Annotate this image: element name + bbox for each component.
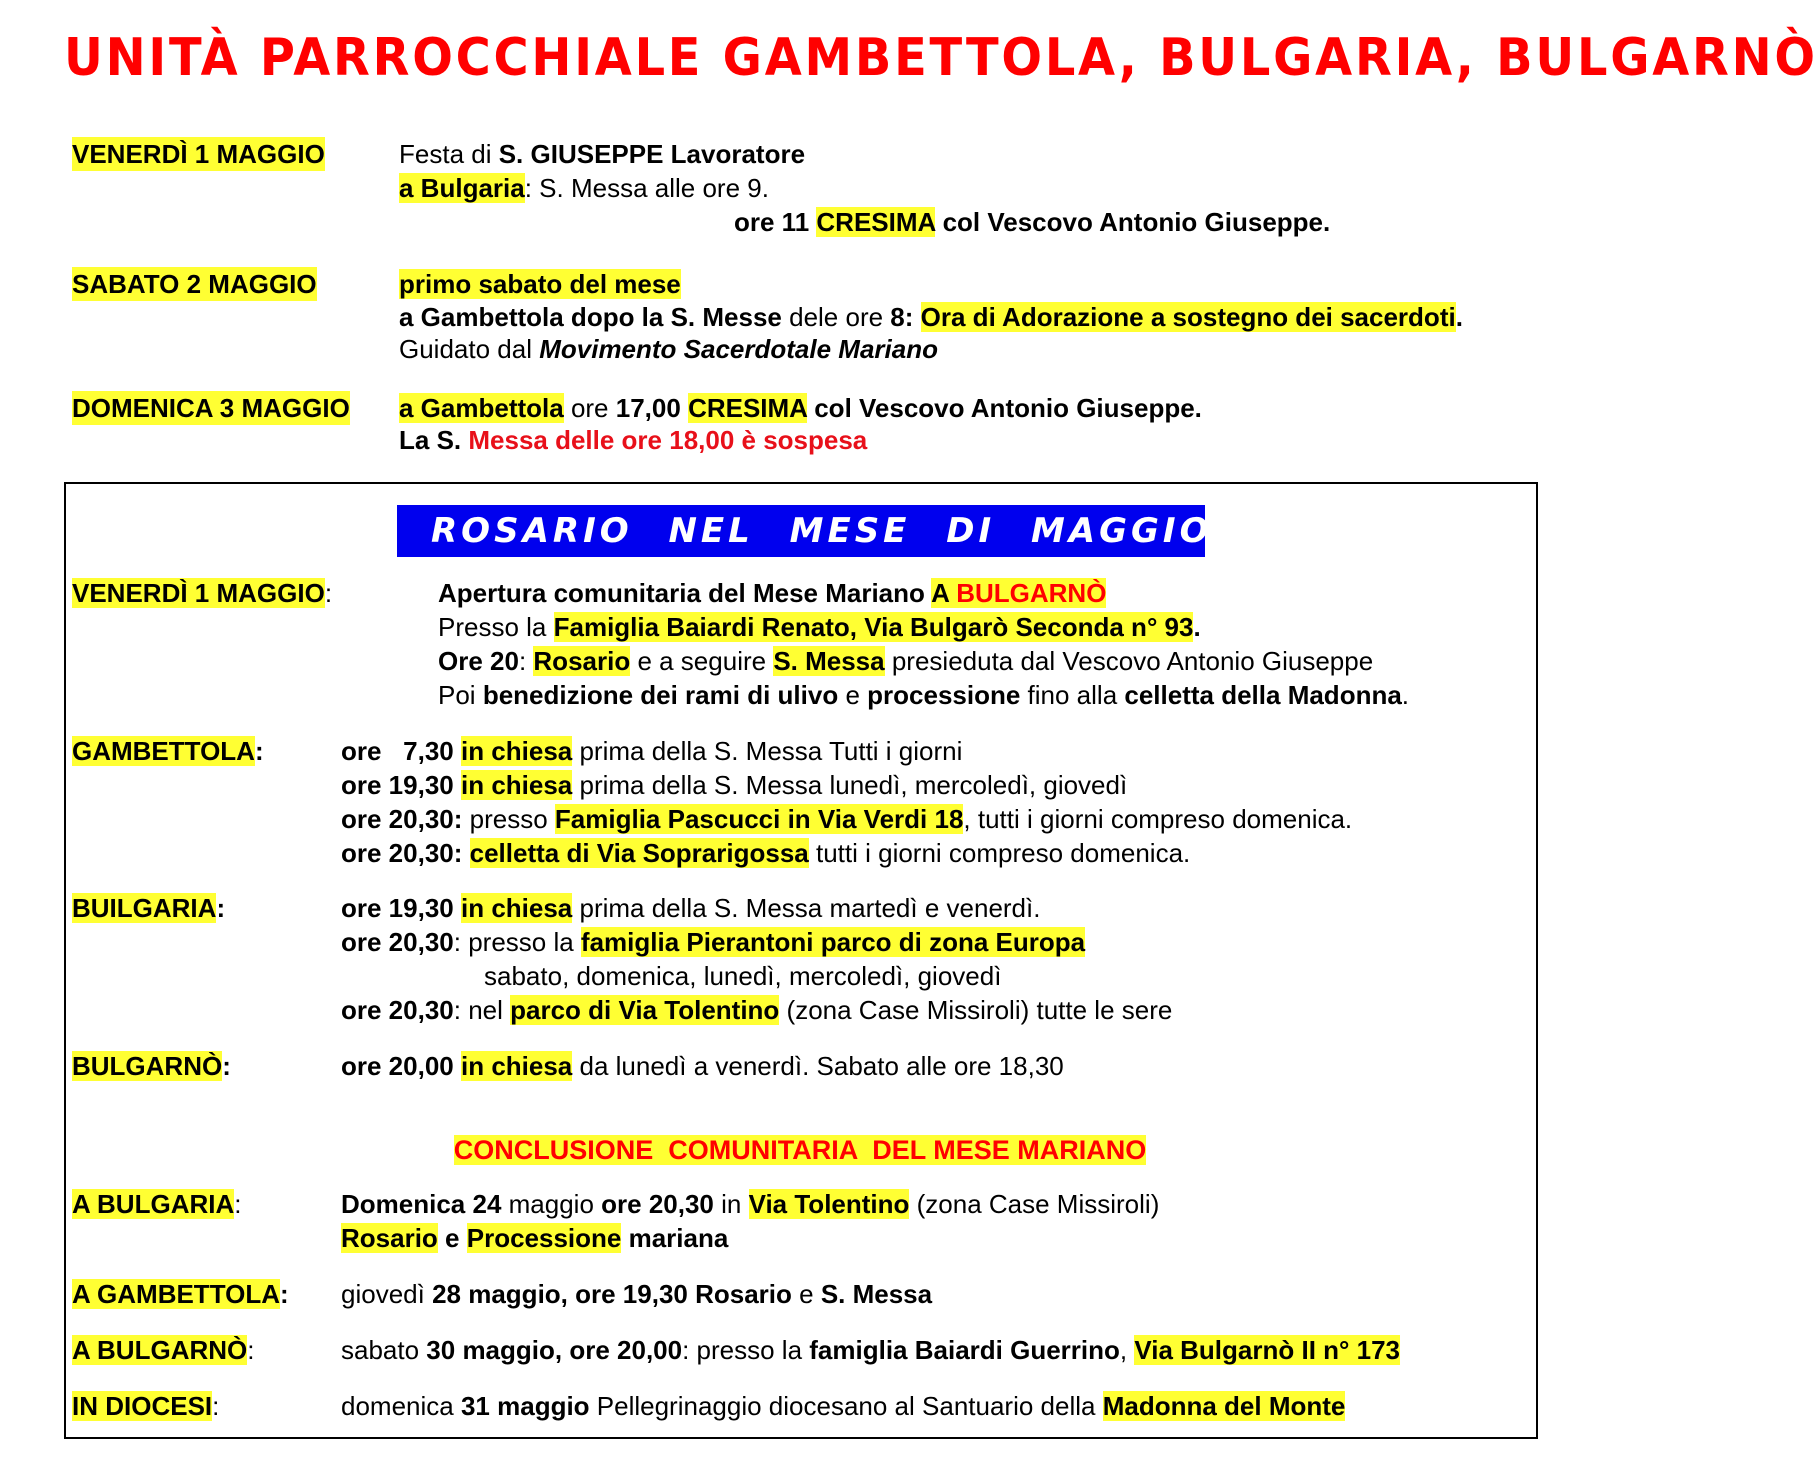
a-bulgarno-line1: sabato 30 maggio, ore 20,00: presso la famiglia Baiardi Guerrino, Via Bulgarnò II n° 173: [341, 1335, 1401, 1365]
bulgaria-row1: ore 19,30 in chiesa prima della S. Messa martedì e venerdì.: [341, 893, 1041, 923]
page-title: UNITÀ PARROCCHIALE GAMBETTOLA, BULGARIA, BULGARNÒ: [64, 28, 1818, 88]
event-sabato-line3: Guidato dal Movimento Sacerdotale Mariano: [399, 334, 938, 364]
conclusione-label-gambettola: A GAMBETTOLA:: [72, 1279, 289, 1309]
apertura-line2: Presso la Famiglia Baiardi Renato, Via Bulgarò Seconda n° 93.: [438, 612, 1201, 642]
gambettola-row3: ore 20,30: presso Famiglia Pascucci in Via Verdi 18, tutti i giorni compreso domenica.: [341, 804, 1353, 834]
event-domenica-line2: La S. Messa delle ore 18,00 è sospesa: [399, 425, 868, 455]
a-gambettola-line1: giovedì 28 maggio, ore 19,30 Rosario e S. Messa: [341, 1279, 933, 1309]
event-domenica-line1: a Gambettola ore 17,00 CRESIMA col Vescovo Antonio Giuseppe.: [399, 393, 1202, 423]
rosario-label-bulgaria: BUILGARIA:: [72, 893, 226, 923]
rosario-banner: ROSARIO NEL MESE DI MAGGIO: [397, 505, 1205, 557]
gambettola-row2: ore 19,30 in chiesa prima della S. Messa lunedì, mercoledì, giovedì: [341, 770, 1128, 800]
gambettola-row4: ore 20,30: celletta di Via Soprarigossa tutti i giorni compreso domenica.: [341, 838, 1191, 868]
a-bulgaria-line1: Domenica 24 maggio ore 20,30 in Via Tolentino (zona Case Missiroli): [341, 1189, 1160, 1219]
event-venerdi-line2: a Bulgaria: S. Messa alle ore 9.: [399, 173, 769, 203]
bulgaria-row4: ore 20,30: nel parco di Via Tolentino (zona Case Missiroli) tutte le sere: [341, 995, 1173, 1025]
event-venerdi-line3: ore 11 CRESIMA col Vescovo Antonio Giuseppe.: [734, 207, 1331, 237]
apertura-line1: Apertura comunitaria del Mese Mariano A BULGARNÒ: [438, 578, 1107, 608]
event-label-domenica: DOMENICA 3 MAGGIO: [72, 393, 350, 423]
event-label-venerdi: VENERDÌ 1 MAGGIO: [72, 139, 325, 169]
event-sabato-line1: primo sabato del mese: [399, 269, 681, 299]
bulgaria-row3: sabato, domenica, lunedì, mercoledì, giovedì: [484, 961, 1002, 991]
conclusione-heading: CONCLUSIONE COMUNITARIA DEL MESE MARIANO: [453, 1135, 1147, 1165]
gambettola-row1: ore 7,30 in chiesa prima della S. Messa Tutti i giorni: [341, 736, 963, 766]
event-venerdi-line1: Festa di S. GIUSEPPE Lavoratore: [399, 139, 806, 169]
rosario-label-bulgarno: BULGARNÒ:: [72, 1051, 231, 1081]
bulgarno-row1: ore 20,00 in chiesa da lunedì a venerdì. Sabato alle ore 18,30: [341, 1051, 1064, 1081]
conclusione-label-bulgaria: A BULGARIA:: [72, 1189, 242, 1219]
bulgaria-row2: ore 20,30: presso la famiglia Pierantoni parco di zona Europa: [341, 927, 1086, 957]
event-label-sabato: SABATO 2 MAGGIO: [72, 269, 317, 299]
in-diocesi-line1: domenica 31 maggio Pellegrinaggio diocesano al Santuario della Madonna del Monte: [341, 1391, 1346, 1421]
apertura-line4: Poi benedizione dei rami di ulivo e processione fino alla celletta della Madonna.: [438, 680, 1410, 710]
rosario-label-apertura: VENERDÌ 1 MAGGIO:: [72, 578, 333, 608]
apertura-line3: Ore 20: Rosario e a seguire S. Messa presieduta dal Vescovo Antonio Giuseppe: [438, 646, 1374, 676]
conclusione-label-diocesi: IN DIOCESI:: [72, 1391, 220, 1421]
a-bulgaria-line2: Rosario e Processione mariana: [341, 1223, 729, 1253]
conclusione-label-bulgarno: A BULGARNÒ:: [72, 1335, 255, 1365]
rosario-label-gambettola: GAMBETTOLA:: [72, 736, 264, 766]
event-sabato-line2: a Gambettola dopo la S. Messe dele ore 8: Ora di Adorazione a sostegno dei sacerdoti.: [399, 302, 1463, 332]
